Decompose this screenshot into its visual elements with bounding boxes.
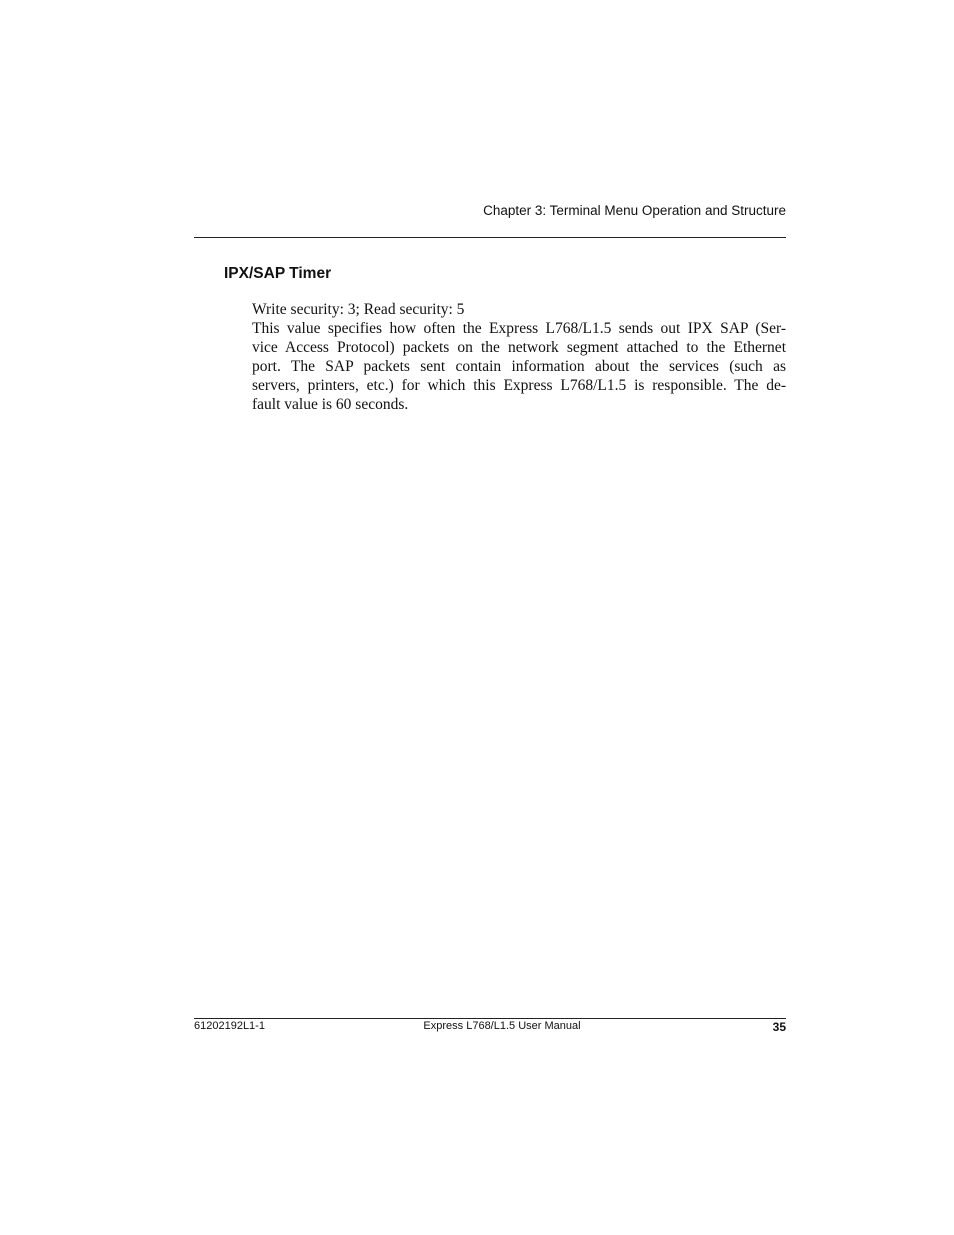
section-body: [252, 300, 786, 414]
footer-manual-title: Express L768/L1.5 User Manual: [423, 1020, 581, 1032]
header-divider: [194, 237, 786, 238]
section-heading: IPX/SAP Timer: [224, 265, 332, 282]
footer-doc-number: 61202192L1-1: [194, 1020, 265, 1032]
footer-divider: [194, 1018, 786, 1019]
footer-page-number: 35: [772, 1020, 786, 1034]
description-line: fault value is 60 seconds.: [252, 396, 409, 413]
running-header: Chapter 3: Terminal Menu Operation and Structure: [483, 203, 786, 218]
description-line: This value specifies how often the Express L768/L1.5 sends out IPX SAP (Ser-: [252, 320, 786, 337]
description-line: vice Access Protocol) packets on the network segment attached to the Ethernet: [252, 339, 786, 356]
description-line: port. The SAP packets sent contain information about the services (such as: [252, 358, 786, 375]
security-line: Write security: 3; Read security: 5: [252, 301, 465, 318]
description-line: servers, printers, etc.) for which this Express L768/L1.5 is responsible. The de-: [252, 377, 786, 394]
